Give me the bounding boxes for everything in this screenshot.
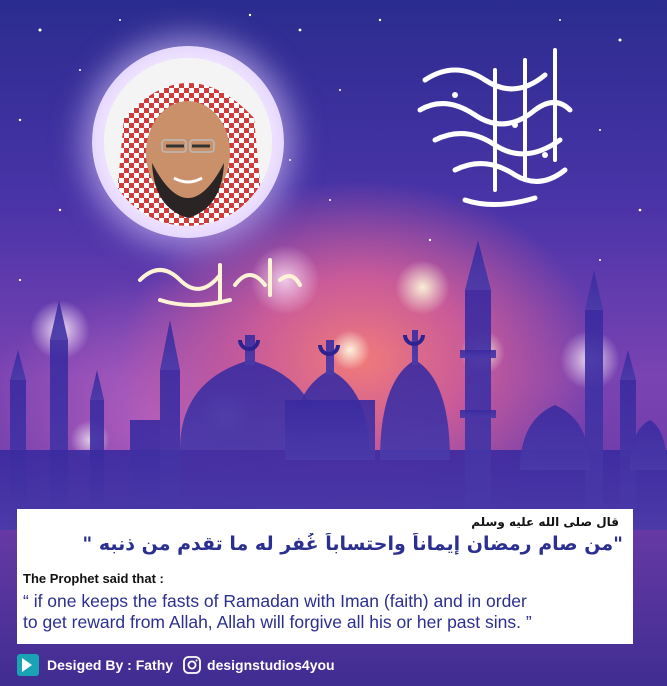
arabic-hadith: "من صام رمضان إيماناً واحتساباً غُفر له ما تقدم من ذنبه "	[82, 533, 623, 555]
portrait-frame	[92, 46, 284, 238]
designer-credit: Desiged By : Fathy	[47, 657, 174, 673]
portrait-photo	[104, 58, 272, 226]
crescent-signature-art	[80, 225, 305, 335]
ramadan-kareem-calligraphy	[395, 40, 595, 220]
footer-credits	[17, 651, 650, 679]
instagram-handle[interactable]: designstudios4you	[207, 657, 335, 673]
english-quote-line-1: “ if one keeps the fasts of Ramadan with Iman (faith) and in order	[23, 591, 527, 611]
instagram-icon	[183, 656, 201, 674]
design-studios-logo-icon	[17, 654, 39, 676]
quote-panel	[17, 509, 633, 644]
english-quote-line-2: to get reward from Allah, Allah will forgive all his or her past sins. ”	[23, 612, 532, 632]
english-intro: The Prophet said that :	[23, 571, 164, 586]
arabic-intro: قال صلى الله عليه وسلم	[471, 515, 619, 529]
